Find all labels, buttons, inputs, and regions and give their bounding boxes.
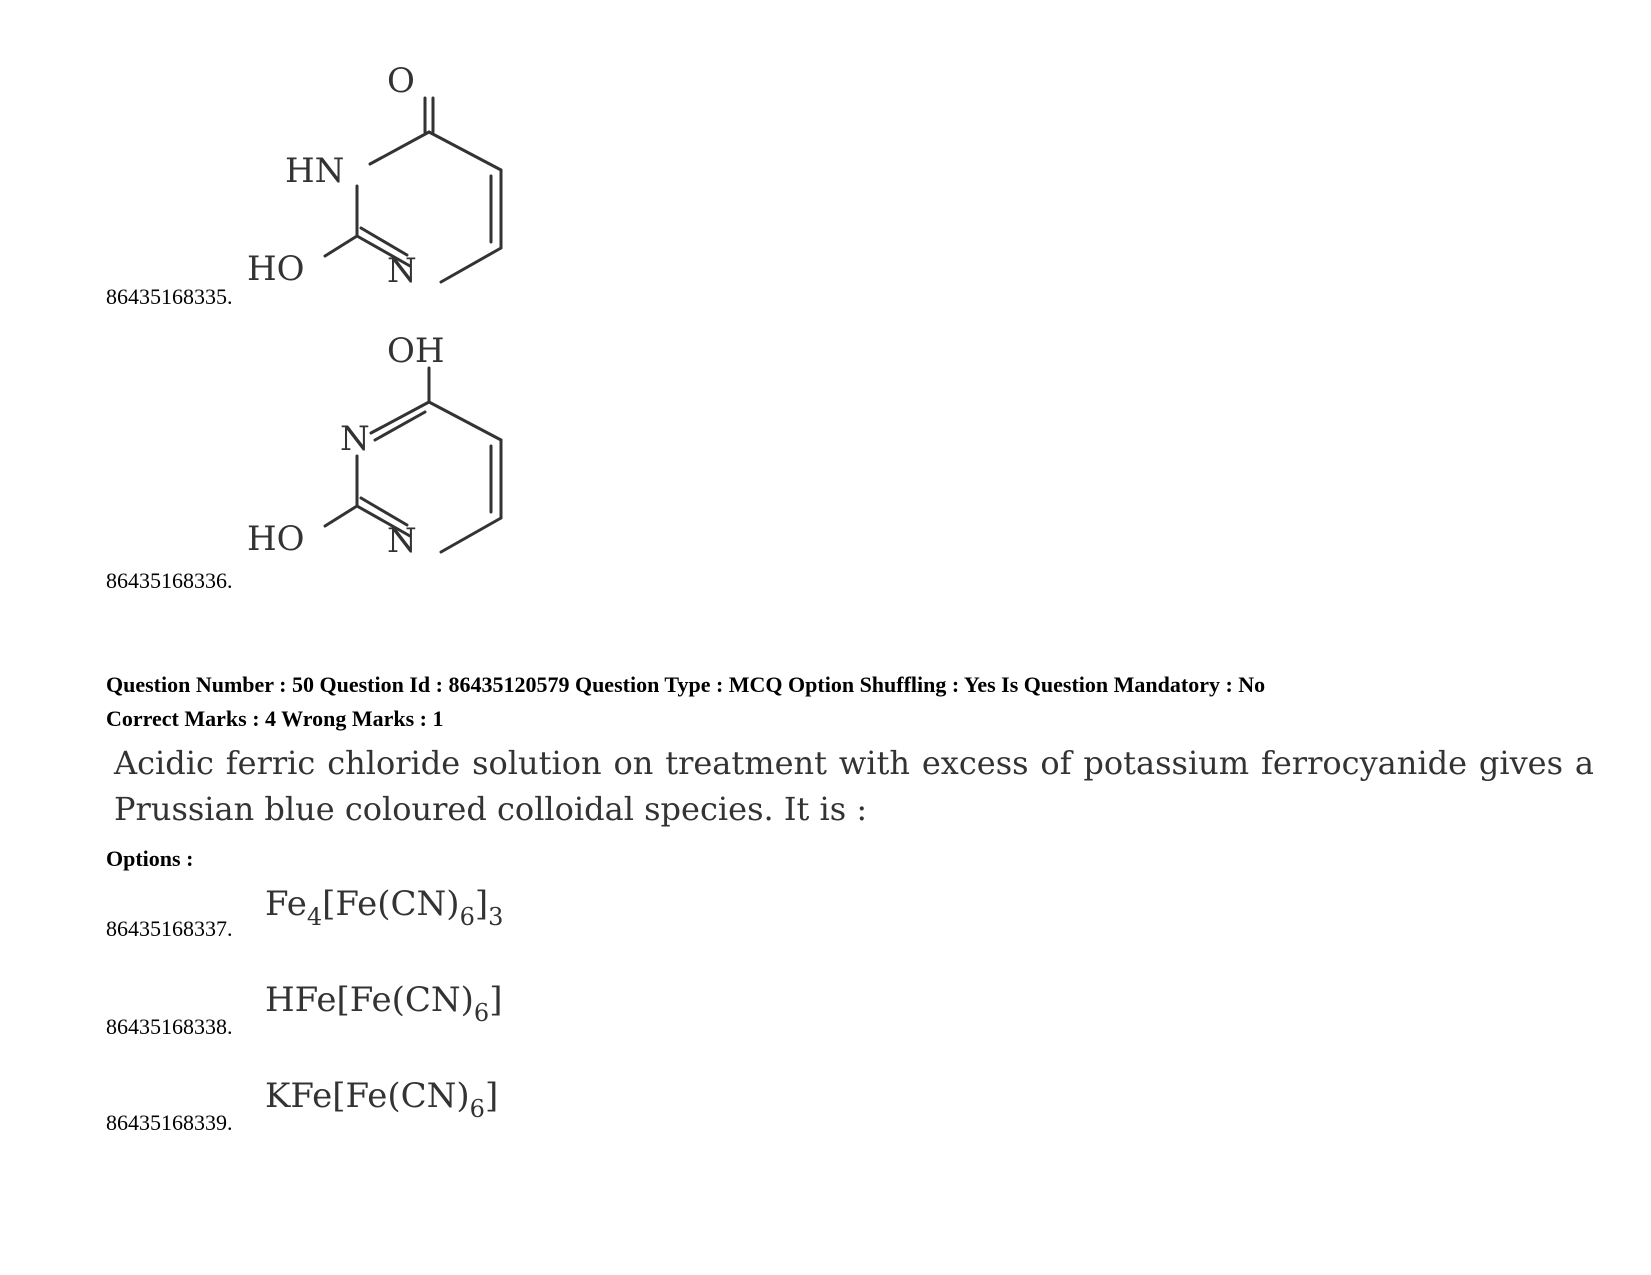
option-id-label: 86435168339. [106, 1110, 233, 1135]
question-text: Acidic ferric chloride solution on treatment with excess of potassium ferrocyanide gives a Prussian blue coloured colloidal species. It is : [114, 744, 1594, 828]
atom-bottom-left: HO [247, 249, 305, 289]
atom-top: O [387, 61, 415, 101]
atom-top: OH [387, 331, 445, 371]
formula-subscript: 4 [306, 903, 323, 931]
molecule-drawing [247, 60, 515, 310]
formula-subscript: 6 [473, 999, 490, 1027]
atom-bottom-ring: N [387, 251, 417, 291]
structure-option-2 [247, 330, 515, 580]
formula-subscript: 6 [459, 903, 475, 931]
structure-option-1 [247, 60, 515, 310]
molecule-drawing [247, 330, 515, 580]
formula-part: KFe[Fe(CN) [265, 1076, 470, 1116]
formula-part: ] [489, 980, 503, 1020]
formula-part: Fe [265, 884, 307, 924]
formula-part: ] [484, 1076, 499, 1116]
atom-upper-left: N [340, 419, 370, 459]
formula-part: ] [474, 884, 489, 924]
option-formula [265, 884, 504, 931]
option-id-label: 86435168338. [106, 1014, 233, 1039]
option-formula [265, 980, 503, 1027]
option-id-label: 86435168335. [106, 284, 233, 309]
atom-bottom-left: HO [247, 519, 305, 559]
options-label: Options : [106, 846, 194, 871]
formula-part: [Fe(CN) [322, 884, 460, 924]
atom-upper-left: HN [285, 151, 345, 191]
option-formula [265, 1076, 499, 1123]
question-meta-line-1: Question Number : 50 Question Id : 86435120579 Question Type : MCQ Option Shuffling : Yes Is Question Mandatory : No [106, 672, 1266, 697]
option-id-label: 86435168336. [106, 568, 233, 593]
formula-subscript: 3 [488, 903, 504, 931]
question-meta-line-2: Correct Marks : 4 Wrong Marks : 1 [106, 706, 444, 731]
option-id-label: 86435168337. [106, 916, 233, 941]
formula-subscript: 6 [469, 1095, 485, 1123]
formula-part: HFe[Fe(CN) [265, 980, 474, 1020]
atom-bottom-ring: N [387, 521, 417, 561]
